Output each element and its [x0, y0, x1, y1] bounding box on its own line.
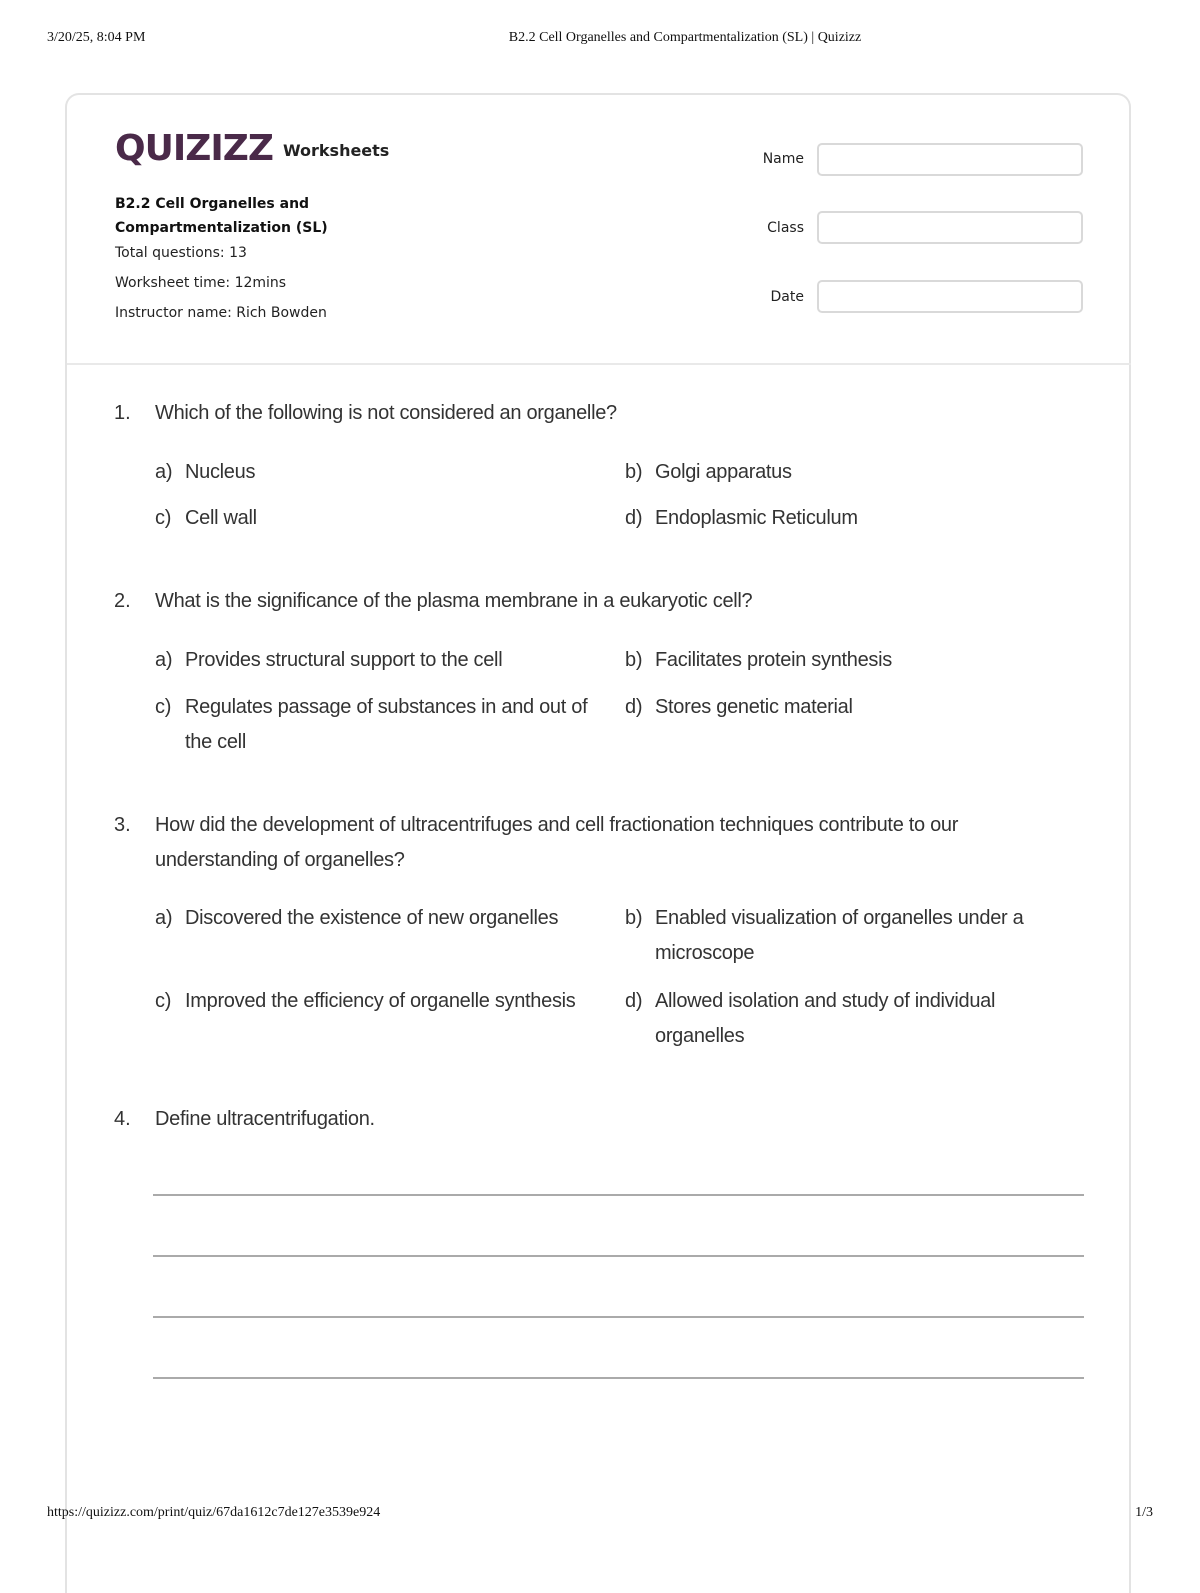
- answer-line[interactable]: [153, 1316, 1084, 1318]
- print-footer: [0, 1505, 1200, 1525]
- option-letter: c): [155, 990, 172, 1012]
- option-text: Golgi apparatus: [655, 461, 792, 483]
- option-text: Nucleus: [185, 461, 256, 483]
- date-label: Date: [770, 289, 804, 305]
- question-number: 4.: [114, 1108, 131, 1130]
- option-text: Allowed isolation and study of individual organelles: [655, 990, 996, 1047]
- option-letter: a): [155, 461, 173, 483]
- print-url: https://quizizz.com/print/quiz/67da1612c7de127e3539e924: [47, 1505, 381, 1520]
- question-text: How did the development of ultracentrifuges and cell fractionation techniques contribute to our understanding of organelles?: [155, 814, 959, 871]
- quiz-title: B2.2 Cell Organelles and Compartmentalization (SL): [115, 196, 328, 236]
- page-number: 1/3: [1135, 1505, 1153, 1520]
- option-letter: b): [625, 649, 643, 671]
- option-text: Improved the efficiency of organelle synthesis: [185, 990, 576, 1012]
- option-a: [155, 643, 610, 678]
- class-field[interactable]: [817, 211, 1083, 244]
- answer-line[interactable]: [153, 1255, 1084, 1257]
- question-text: Which of the following is not considered an organelle?: [155, 402, 617, 424]
- option-d: [625, 501, 1055, 536]
- question-number: 3.: [114, 814, 131, 836]
- option-d: [625, 690, 1055, 725]
- option-text: Provides structural support to the cell: [185, 649, 503, 671]
- option-b: [625, 455, 1055, 490]
- option-letter: b): [625, 907, 643, 929]
- option-a: [155, 901, 610, 936]
- name-label: Name: [762, 151, 804, 167]
- option-b: [625, 643, 1055, 678]
- question-text: What is the significance of the plasma membrane in a eukaryotic cell?: [155, 590, 753, 612]
- worksheet-header: [67, 95, 1131, 365]
- option-letter: b): [625, 461, 643, 483]
- option-text: Endoplasmic Reticulum: [655, 507, 858, 529]
- option-text: Stores genetic material: [655, 696, 853, 718]
- option-text: Cell wall: [185, 507, 257, 529]
- option-letter: d): [625, 990, 643, 1012]
- logo-wordmark: QUIZIZZ: [115, 128, 273, 169]
- option-text: Discovered the existence of new organelles: [185, 907, 559, 929]
- option-text: Enabled visualization of organelles under a microscope: [655, 907, 1024, 964]
- option-c: [155, 984, 610, 1019]
- option-text: Facilitates protein synthesis: [655, 649, 892, 671]
- option-letter: a): [155, 907, 173, 929]
- option-c: [155, 690, 610, 760]
- print-datetime: 3/20/25, 8:04 PM: [47, 30, 146, 45]
- option-letter: a): [155, 649, 173, 671]
- option-d: [625, 984, 1055, 1054]
- question-number: 1.: [114, 402, 131, 424]
- question-number: 2.: [114, 590, 131, 612]
- option-letter: c): [155, 696, 172, 718]
- class-label: Class: [767, 220, 804, 236]
- option-b: [625, 901, 1055, 971]
- total-questions: Total questions: 13: [115, 245, 247, 261]
- logo-subtitle: Worksheets: [282, 140, 390, 160]
- answer-line[interactable]: [153, 1194, 1084, 1196]
- print-page-title: B2.2 Cell Organelles and Compartmentalization (SL) | Quizizz: [508, 30, 862, 45]
- option-letter: c): [155, 507, 172, 529]
- option-a: [155, 455, 610, 490]
- question-text: Define ultracentrifugation.: [155, 1108, 375, 1130]
- name-field[interactable]: [817, 143, 1083, 176]
- quizizz-logo: [115, 129, 389, 169]
- option-letter: d): [625, 696, 643, 718]
- option-c: [155, 501, 610, 536]
- worksheet-time: Worksheet time: 12mins: [115, 275, 287, 291]
- instructor-name: Instructor name: Rich Bowden: [115, 305, 327, 321]
- option-text: Regulates passage of substances in and out of the cell: [185, 696, 588, 753]
- date-field[interactable]: [817, 280, 1083, 313]
- print-header: [0, 30, 1200, 50]
- answer-line[interactable]: [153, 1377, 1084, 1379]
- option-letter: d): [625, 507, 643, 529]
